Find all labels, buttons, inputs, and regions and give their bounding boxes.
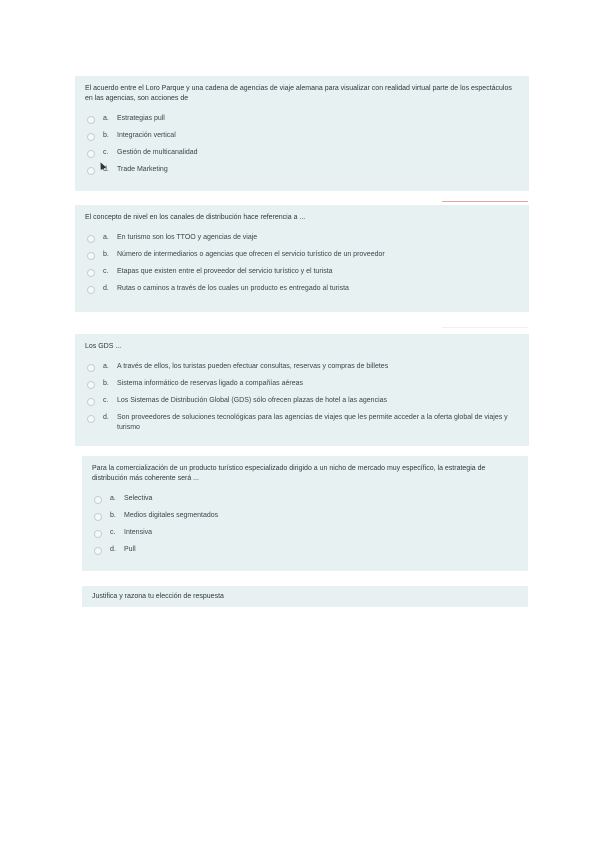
answer-option[interactable] xyxy=(87,148,519,158)
option-letter: d. xyxy=(103,166,109,173)
option-letter: c. xyxy=(103,149,109,156)
radio-button[interactable] xyxy=(87,116,95,124)
option-text: Sistema informático de reservas ligado a compañías aéreas xyxy=(117,380,303,387)
option-letter: d. xyxy=(103,414,109,421)
option-text: A través de ellos, los turistas pueden efectuar consultas, reservas y compras de billetes xyxy=(117,363,389,370)
option-letter: c. xyxy=(103,268,109,275)
answer-option[interactable] xyxy=(87,284,519,294)
option-text: Rutas o caminos a través de los cuales un producto es entregado al turista xyxy=(117,285,349,292)
question-text: El concepto de nivel en los canales de distribución hace referencia a ... xyxy=(85,214,306,221)
radio-button[interactable] xyxy=(87,167,95,175)
divider-line xyxy=(442,201,528,202)
option-text: En turismo son los TTOO y agencias de viaje xyxy=(117,234,258,241)
radio-button[interactable] xyxy=(87,381,95,389)
option-text: Pull xyxy=(124,546,136,553)
answer-option[interactable] xyxy=(94,511,518,521)
answer-option[interactable] xyxy=(94,494,518,504)
radio-button[interactable] xyxy=(94,530,102,538)
radio-button[interactable] xyxy=(87,133,95,141)
option-text: Estrategias pull xyxy=(117,115,165,122)
option-letter: a. xyxy=(103,115,109,122)
answer-option[interactable] xyxy=(87,165,519,175)
radio-button[interactable] xyxy=(87,415,95,423)
radio-button[interactable] xyxy=(94,513,102,521)
answer-option[interactable] xyxy=(87,114,519,124)
option-letter: a. xyxy=(110,495,116,502)
radio-button[interactable] xyxy=(87,398,95,406)
option-letter: a. xyxy=(103,363,109,370)
option-letter: b. xyxy=(103,380,109,387)
question-card-2 xyxy=(75,205,529,312)
answer-option[interactable] xyxy=(87,131,519,141)
answer-option[interactable] xyxy=(87,396,519,406)
option-letter: c. xyxy=(103,397,109,404)
option-text: Son proveedores de soluciones tecnológicas para las agencias de viajes que les permite acceder a la oferta global de viajes y turismo xyxy=(117,414,508,431)
option-text: Integración vertical xyxy=(117,132,176,139)
radio-button[interactable] xyxy=(87,269,95,277)
question-text: Para la comercialización de un producto turístico especializado dirigido a un nicho de mercado muy específico, la estrategia de distribución más coherente será ... xyxy=(92,465,486,482)
divider-line xyxy=(442,327,528,328)
option-letter: b. xyxy=(103,132,109,139)
radio-button[interactable] xyxy=(87,286,95,294)
answer-option[interactable] xyxy=(94,545,518,555)
radio-button[interactable] xyxy=(87,252,95,260)
question-card-3 xyxy=(75,334,529,446)
option-text: Gestión de multicanalidad xyxy=(117,149,198,156)
answer-option[interactable] xyxy=(87,362,519,372)
option-letter: d. xyxy=(103,285,109,292)
answer-option[interactable] xyxy=(94,528,518,538)
option-text: Selectiva xyxy=(124,495,153,502)
radio-button[interactable] xyxy=(87,235,95,243)
answer-option[interactable] xyxy=(87,267,519,277)
option-text: Etapas que existen entre el proveedor del servicio turístico y el turista xyxy=(117,268,333,275)
radio-button[interactable] xyxy=(94,547,102,555)
question-text: El acuerdo entre el Loro Parque y una cadena de agencias de viaje alemana para visualizar con realidad virtual parte de los espectáculos en las agencias, son acciones de xyxy=(85,85,512,102)
option-letter: b. xyxy=(103,251,109,258)
radio-button[interactable] xyxy=(94,496,102,504)
answer-option[interactable] xyxy=(87,413,519,433)
option-letter: c. xyxy=(110,529,116,536)
option-text: Los Sistemas de Distribución Global (GDS) sólo ofrecen plazas de hotel a las agencias xyxy=(117,397,388,404)
question-card-1 xyxy=(75,76,529,191)
answer-option[interactable] xyxy=(87,233,519,243)
option-letter: a. xyxy=(103,234,109,241)
answer-option[interactable] xyxy=(87,250,519,260)
radio-button[interactable] xyxy=(87,364,95,372)
question-card-5 xyxy=(82,586,528,607)
option-letter: b. xyxy=(110,512,116,519)
answer-option[interactable] xyxy=(87,379,519,389)
question-text: Justifica y razona tu elección de respuesta xyxy=(92,593,224,600)
question-card-4 xyxy=(82,456,528,571)
option-text: Intensiva xyxy=(124,529,153,536)
radio-button[interactable] xyxy=(87,150,95,158)
option-text: Trade Marketing xyxy=(117,166,168,173)
question-text: Los GDS ... xyxy=(85,343,122,350)
option-text: Número de intermediarios o agencias que ofrecen el servicio turístico de un proveedor xyxy=(117,251,385,258)
option-text: Medios digitales segmentados xyxy=(124,512,219,519)
option-letter: d. xyxy=(110,546,116,553)
